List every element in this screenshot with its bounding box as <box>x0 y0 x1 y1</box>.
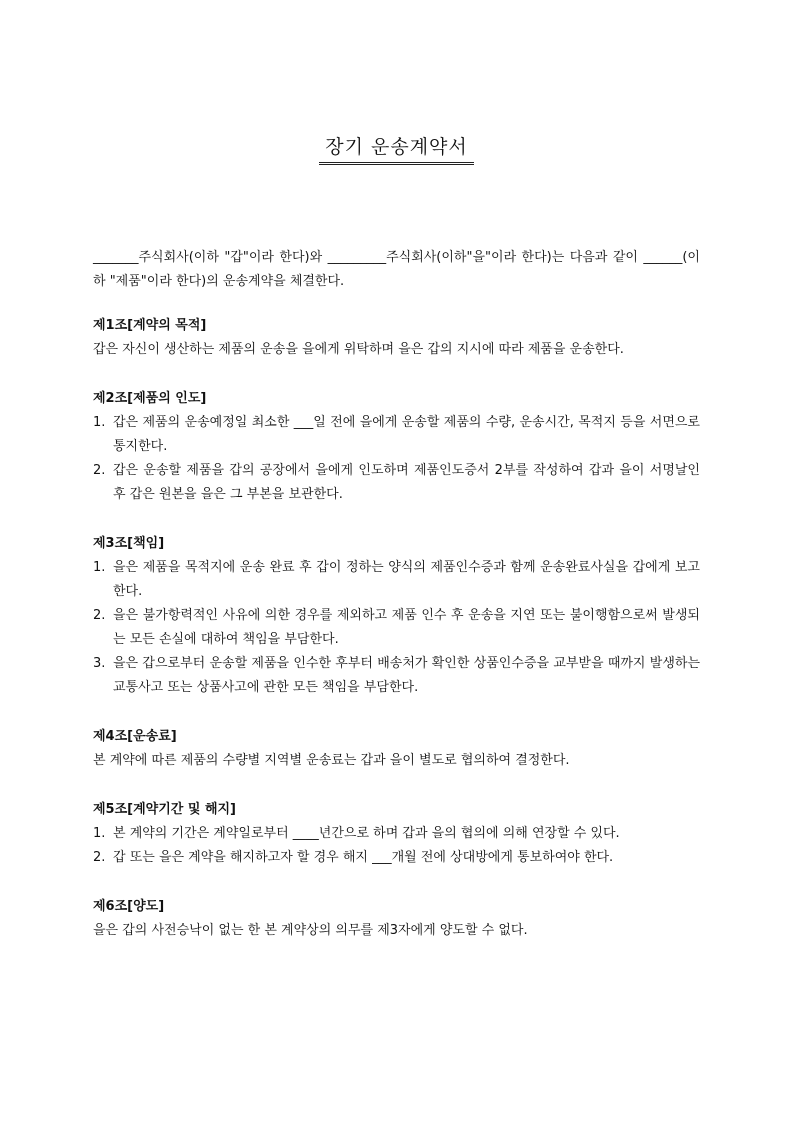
clause-item <box>93 846 700 870</box>
article-section <box>93 532 700 700</box>
clause-text: 을은 불가항력적인 사유에 의한 경우를 제외하고 제품 인수 후 운송을 지연 또는 불이행함으로써 발생되는 모든 손실에 대하여 책임을 부담한다. <box>113 608 700 647</box>
clause-item <box>93 459 700 507</box>
clause-text: 을은 갑으로부터 운송할 제품을 인수한 후부터 배송처가 확인한 상품인수증을 교부받을 때까지 발생하는 교통사고 또는 상품사고에 관한 모든 책임을 부담한다. <box>113 656 700 695</box>
title-area <box>93 132 700 165</box>
clause-number: 1. <box>93 560 106 575</box>
articles-container <box>93 314 700 968</box>
article-text: 본 계약에 따른 제품의 수량별 지역별 운송료는 갑과 을이 별도로 협의하여 결정한다. <box>93 753 570 768</box>
article-heading: 제1조[계약의 목적] <box>93 318 207 333</box>
article-section <box>93 314 700 362</box>
document-title: 장기 운송계약서 <box>319 132 474 165</box>
article-section <box>93 798 700 870</box>
clause-text: 갑은 운송할 제품을 갑의 공장에서 을에게 인도하며 제품인도증서 2부를 작성하여 갑과 을이 서명날인 후 갑은 원본을 을은 그 부본을 보관한다. <box>113 463 700 502</box>
clause-number: 1. <box>93 826 106 841</box>
clause-list <box>93 556 700 700</box>
clause-number: 2. <box>93 850 106 865</box>
clause-item <box>93 556 700 604</box>
article-heading: 제6조[양도] <box>93 899 165 914</box>
intro-paragraph: _______주식회사(이하 "갑"이라 한다)와 _________주식회사(이하"을"이라 한다)는 다음과 같이 ______(이하 "제품"이라 한다)의 운송계약을 체결한다. <box>93 250 700 289</box>
clause-number: 2. <box>93 608 106 623</box>
clause-number: 1. <box>93 415 106 430</box>
clause-list <box>93 822 700 870</box>
clause-text: 을은 제품을 목적지에 운송 완료 후 갑이 정하는 양식의 제품인수증과 함께 운송완료사실을 갑에게 보고한다. <box>113 560 700 599</box>
clause-text: 갑은 제품의 운송예정일 최소한 ___일 전에 을에게 운송할 제품의 수량, 운송시간, 목적지 등을 서면으로 통지한다. <box>113 415 700 454</box>
article-text: 을은 갑의 사전승낙이 없는 한 본 계약상의 의무를 제3자에게 양도할 수 없다. <box>93 923 528 938</box>
article-section <box>93 387 700 507</box>
clause-item <box>93 652 700 700</box>
clause-text: 본 계약의 기간은 계약일로부터 ____년간으로 하며 갑과 을의 협의에 의해 연장할 수 있다. <box>113 826 620 841</box>
clause-text: 갑 또는 을은 계약을 해지하고자 할 경우 해지 ___개월 전에 상대방에게 통보하여야 한다. <box>113 850 614 865</box>
clause-item <box>93 411 700 459</box>
clause-item <box>93 822 700 846</box>
article-heading: 제5조[계약기간 및 해지] <box>93 802 237 817</box>
article-section <box>93 725 700 773</box>
article-heading: 제2조[제품의 인도] <box>93 391 207 406</box>
article-heading: 제3조[책임] <box>93 536 165 551</box>
clause-number: 3. <box>93 656 106 671</box>
article-text: 갑은 자신이 생산하는 제품의 운송을 을에게 위탁하며 을은 갑의 지시에 따라 제품을 운송한다. <box>93 342 624 357</box>
clause-item <box>93 604 700 652</box>
article-heading: 제4조[운송료] <box>93 729 177 744</box>
clause-list <box>93 411 700 507</box>
article-section <box>93 895 700 943</box>
clause-number: 2. <box>93 463 106 478</box>
